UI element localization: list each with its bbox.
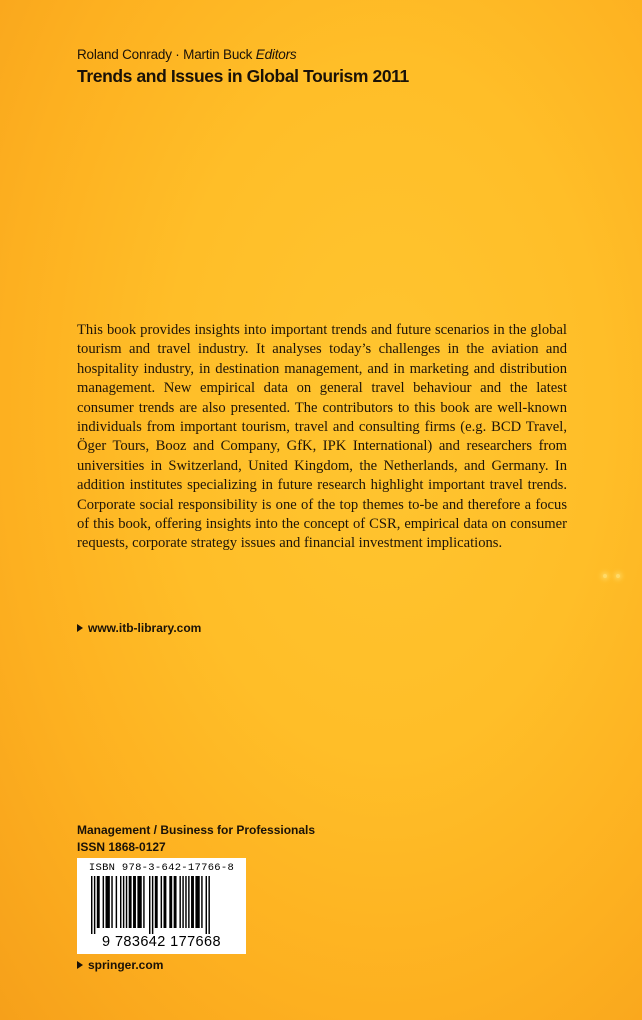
barcode-bar [91,876,92,934]
isbn-label: ISBN 978-3-642-17766-8 [88,862,235,874]
springer-link[interactable] [77,958,163,972]
barcode-bar [155,876,158,928]
barcode-bar [97,876,100,928]
barcode-bar [111,876,112,928]
light-glow [616,574,620,578]
editors-role: Editors [255,47,297,62]
barcode-digits: 9 783642 177668 [102,934,221,950]
barcode-bar [206,876,207,934]
arrow-right-icon [77,624,83,632]
barcode-bar [195,876,199,928]
barcode-bar [164,876,167,928]
barcode-bar [185,876,186,928]
springer-link-text[interactable]: springer.com [88,958,164,972]
itb-library-link[interactable] [77,621,201,635]
editors-line [77,47,296,62]
barcode-bar [143,876,144,928]
barcode-bar [208,876,209,934]
barcode-bar [123,876,124,928]
barcode-bar [152,876,153,934]
barcode-bars [91,876,241,934]
barcode-bar [179,876,180,928]
editor-names: Roland Conrady · Martin Buck [77,47,253,62]
barcode-bar [103,876,104,928]
issn: ISSN 1868-0127 [77,840,166,854]
barcode-bar [126,876,127,928]
barcode-bar [182,876,183,928]
barcode-bar [133,876,136,928]
barcode-bar [120,876,121,928]
barcode-bar [106,876,110,928]
barcode-bar [174,876,177,928]
barcode-bar [94,876,95,934]
book-title: Trends and Issues in Global Tourism 2011 [77,66,409,86]
itb-library-link-text[interactable]: www.itb-library.com [88,621,202,635]
barcode-bar [137,876,141,928]
barcode-bar [116,876,117,928]
description-paragraph: This book provides insights into important trends and future scenarios in the global tourism and travel industry. It analyses today’s challenges in the aviation and hospitality industry, in destination management, and in marketing and distribution management. New empirical data on general travel behaviour and the latest consumer trends are also presented. The contributors to this book are well-known individuals from important tourism, travel and consulting firms (e.g. BCD Travel, Öger Tours, Booz and Company, GfK, IPK International) and researchers from universities in Switzerland, United Kingdom, the Netherlands, and Germany. In addition institutes specializing in future research highlight important travel trends. Corporate social responsibility is one of the top themes to-be and therefore a focus of this book, offering insights into the concept of CSR, empirical data on consumer requests, corporate strategy issues and financial investment implications. [77,322,567,552]
barcode [77,858,246,954]
barcode-bar [191,876,194,928]
light-glow [603,574,607,578]
arrow-right-icon [77,961,83,969]
series-info [77,822,315,856]
series-name: Management / Business for Professionals [77,823,316,837]
barcode-bar [129,876,132,928]
barcode-bar [149,876,150,934]
barcode-bar [201,876,202,928]
barcode-bar [161,876,162,928]
barcode-bar [169,876,172,928]
barcode-bar [188,876,189,928]
